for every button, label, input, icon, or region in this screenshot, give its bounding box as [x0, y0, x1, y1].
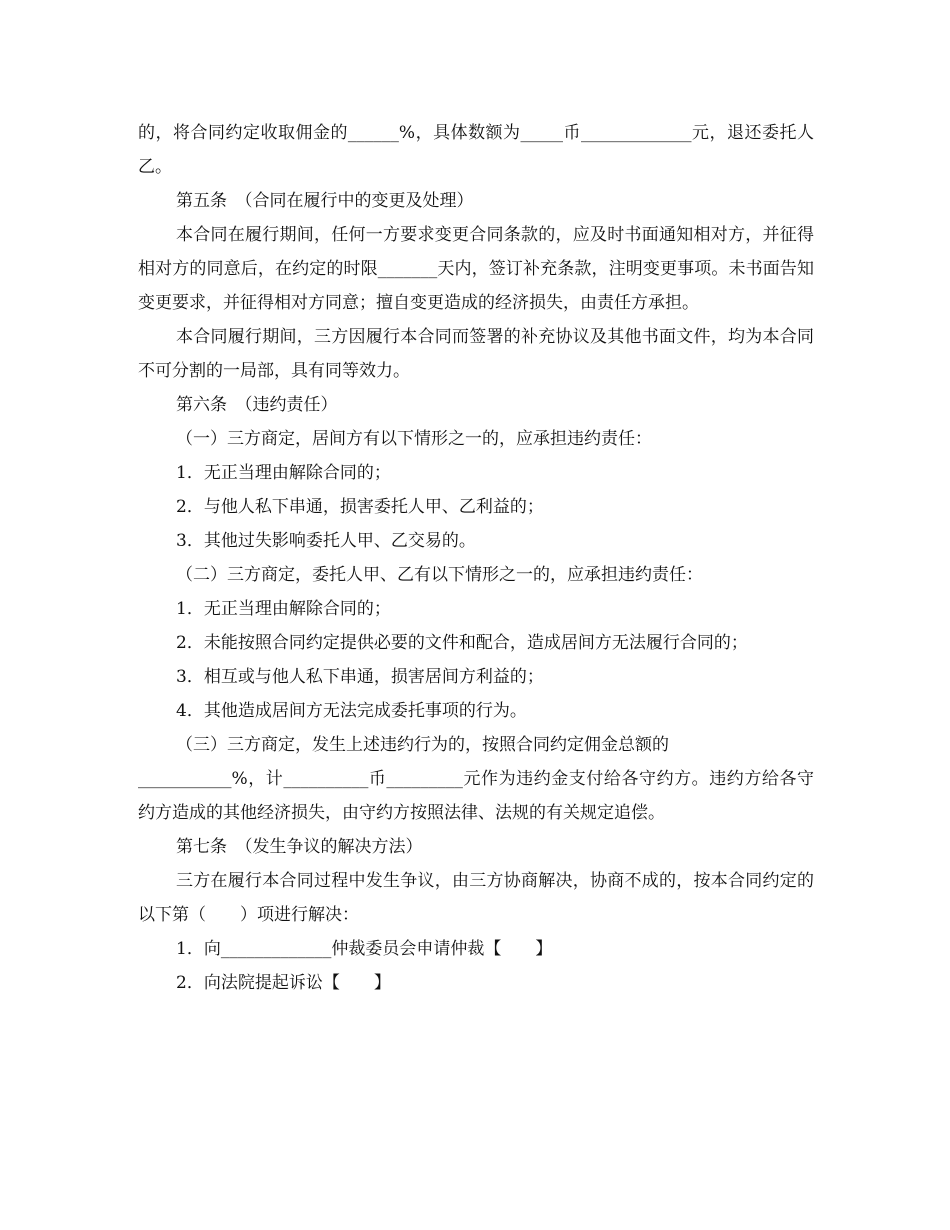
contract-body — [138, 116, 814, 1000]
dispute-option-arbitration: 1．向_____________仲裁委员会申请仲裁【 】 — [176, 939, 553, 959]
article-7-heading: 第七条 （发生争议的解决方法） — [176, 837, 423, 857]
breach-section-2-item-4: 4．其他造成居间方无法完成委托事项的行为。 — [176, 701, 527, 721]
article-5-heading: 第五条 （合同在履行中的变更及处理） — [176, 191, 474, 211]
breach-section-2-item-2: 2．未能按照合同约定提供必要的文件和配合，造成居间方无法履行合同的； — [176, 633, 748, 653]
paragraph-supplementary-agreements: 本合同履行期间，三方因履行本合同而签署的补充协议及其他书面文件，均为本合同不可分割的一局部，具有同等效力。 — [138, 327, 814, 381]
paragraph-change-notification: 本合同在履行期间，任何一方要求变更合同条款的，应及时书面通知相对方，并征得相对方的同意后，在约定的时限_______天内，签订补充条款，注明变更事项。未书面告知变更要求，并征得相对方同意；擅自变更造成的经济损失，由责任方承担。 — [138, 225, 814, 313]
breach-section-2-item-1: 1．无正当理由解除合同的； — [176, 599, 391, 619]
breach-section-3-heading: （三）三方商定，发生上述违约行为的，按照合同约定佣金总额的 — [176, 735, 669, 755]
breach-section-1-item-1: 1．无正当理由解除合同的； — [176, 463, 391, 483]
paragraph-penalty-amount: ___________%，计__________币_________元作为违约金支付给各守约方。违约方给各守约方造成的其他经济损失，由守约方按照法律、法规的有关规定追偿。 — [138, 769, 814, 823]
dispute-option-litigation: 2．向法院提起诉讼【 】 — [176, 973, 391, 993]
breach-section-1-heading: （一）三方商定，居间方有以下情形之一的，应承担违约责任： — [176, 429, 652, 449]
paragraph-dispute-resolution: 三方在履行本合同过程中发生争议，由三方协商解决，协商不成的，按本合同约定的以下第（ ）项进行解决： — [138, 871, 814, 925]
breach-section-1-item-2: 2．与他人私下串通，损害委托人甲、乙利益的； — [176, 497, 544, 517]
breach-section-2-item-3: 3．相互或与他人私下串通，损害居间方利益的； — [176, 667, 544, 687]
article-6-heading: 第六条 （违约责任） — [176, 395, 338, 415]
paragraph-refund-clause: 的，将合同约定收取佣金的______%，具体数额为_____币_____________元，退还委托人乙。 — [138, 123, 814, 177]
breach-section-2-heading: （二）三方商定，委托人甲、乙有以下情形之一的，应承担违约责任： — [176, 565, 703, 585]
breach-section-1-item-3: 3．其他过失影响委托人甲、乙交易的。 — [176, 531, 476, 551]
